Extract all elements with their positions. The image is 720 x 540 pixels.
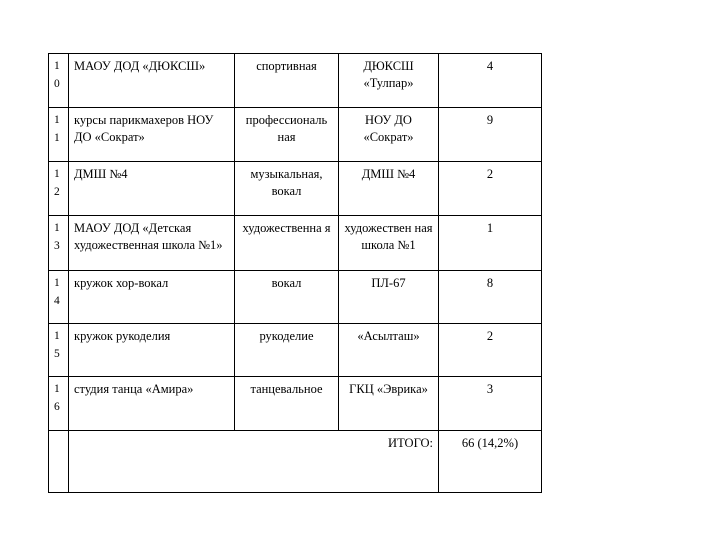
activity-direction: рукоделие: [235, 324, 339, 377]
student-count: 9: [439, 108, 542, 162]
activity-direction: профессиональ ная: [235, 108, 339, 162]
row-number: 1 2: [49, 162, 69, 216]
table-row: [49, 108, 542, 162]
table-row: [49, 162, 542, 216]
organization-name: курсы парикмахеров НОУ ДО «Сократ»: [69, 108, 235, 162]
student-count: 8: [439, 271, 542, 324]
activity-direction: музыкальная, вокал: [235, 162, 339, 216]
student-count: 4: [439, 54, 542, 108]
total-empty-cell: [49, 431, 69, 493]
student-count: 1: [439, 216, 542, 271]
total-value: 66 (14,2%): [439, 431, 542, 493]
table-row: [49, 377, 542, 431]
table-body: [49, 54, 542, 493]
activity-place: ГКЦ «Эврика»: [339, 377, 439, 431]
activity-place: «Асылташ»: [339, 324, 439, 377]
organization-name: кружок хор-вокал: [69, 271, 235, 324]
activity-place: ДМШ №4: [339, 162, 439, 216]
table-row: [49, 54, 542, 108]
activity-place: ПЛ-67: [339, 271, 439, 324]
row-number: 1 3: [49, 216, 69, 271]
activity-direction: вокал: [235, 271, 339, 324]
activities-table: [48, 53, 542, 493]
activity-place: ДЮКСШ «Тулпар»: [339, 54, 439, 108]
row-number: 1 6: [49, 377, 69, 431]
organization-name: студия танца «Амира»: [69, 377, 235, 431]
row-number: 1 5: [49, 324, 69, 377]
activity-direction: художественна я: [235, 216, 339, 271]
student-count: 2: [439, 162, 542, 216]
activity-place: художествен ная школа №1: [339, 216, 439, 271]
organization-name: МАОУ ДОД «ДЮКСШ»: [69, 54, 235, 108]
activity-direction: спортивная: [235, 54, 339, 108]
row-number: 1 1: [49, 108, 69, 162]
organization-name: МАОУ ДОД «Детская художественная школа №1»: [69, 216, 235, 271]
activity-place: НОУ ДО «Сократ»: [339, 108, 439, 162]
row-number: 1 0: [49, 54, 69, 108]
table-row: [49, 271, 542, 324]
total-row: [49, 431, 542, 493]
table-row: [49, 216, 542, 271]
total-label: ИТОГО:: [69, 431, 439, 493]
organization-name: кружок рукоделия: [69, 324, 235, 377]
organization-name: ДМШ №4: [69, 162, 235, 216]
activity-direction: танцевальное: [235, 377, 339, 431]
student-count: 2: [439, 324, 542, 377]
table-row: [49, 324, 542, 377]
student-count: 3: [439, 377, 542, 431]
row-number: 1 4: [49, 271, 69, 324]
